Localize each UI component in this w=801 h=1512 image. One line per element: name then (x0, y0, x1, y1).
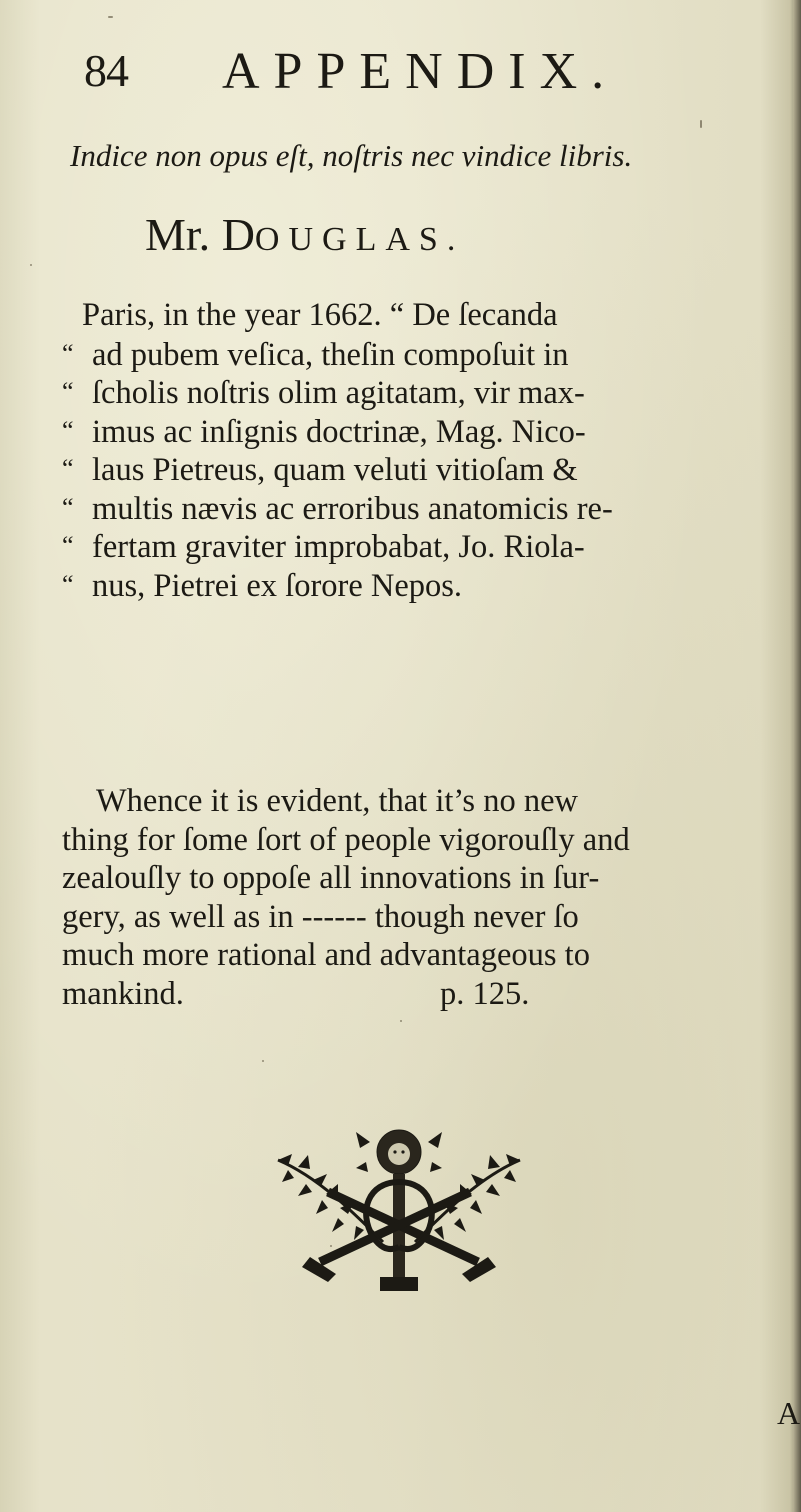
author-initial: D (221, 209, 255, 260)
final-line (62, 975, 801, 1014)
passage-line: “ fertam graviter improbabat, Jo. Riola- (62, 529, 585, 565)
paragraph-line: Whence it is evident, that it’s no new (96, 783, 578, 819)
catchword: A (777, 1395, 801, 1431)
passage-line: “ multis nævis ac erroribus anatomicis re- (62, 490, 613, 527)
paragraph-line: gery, as well as in ------ though never ſo (62, 898, 579, 935)
quote-mark: “ (62, 338, 74, 368)
passage-line: Paris, in the year 1662. “ De ſecanda (82, 297, 558, 333)
quote-mark: “ (62, 492, 74, 522)
author-surname-smallcaps: OUGLAS. (254, 221, 465, 258)
page-header (84, 40, 704, 110)
latin-motto: Indice non opus eſt, noſtris nec vindice libris. (70, 138, 633, 173)
author-prefix: Mr. (145, 209, 211, 260)
passage-line: “ nus, Pietrei ex ſorore Nepos. (62, 567, 463, 604)
quote-mark: “ (62, 569, 74, 599)
paragraph-line: much more rational and advantageous to (62, 937, 590, 973)
quote-mark: “ (62, 454, 74, 483)
quoted-passage (62, 296, 801, 604)
passage-line: “ ſcholis noſtris olim agitatam, vir max- (62, 375, 585, 411)
running-head: APPENDIX. (222, 43, 619, 100)
quote-mark: “ (62, 531, 74, 560)
page-edge-shadow (793, 0, 801, 1512)
author-heading (145, 208, 705, 261)
page-number: 84 (84, 45, 128, 96)
passage-line: “ imus ac inſignis doctrinæ, Mag. Nico- (62, 413, 586, 450)
quote-mark: “ (62, 415, 74, 445)
passage-line: “ laus Pietreus, quam veluti vitioſam & (62, 452, 578, 488)
quote-mark: “ (62, 377, 74, 406)
conclusion-paragraph (62, 782, 801, 1013)
lyre-and-foliage-tailpiece-icon (258, 1122, 540, 1302)
paragraph-line: thing for ſome ſort of people vigorouſly and (62, 821, 630, 858)
page-reference: p. 125. (440, 975, 530, 1012)
final-line-text: mankind. (62, 975, 184, 1012)
paragraph-line: zealouſly to oppoſe all innovations in ſur- (62, 860, 600, 896)
passage-line: “ ad pubem veſica, theſin compoſuit in (62, 336, 569, 373)
